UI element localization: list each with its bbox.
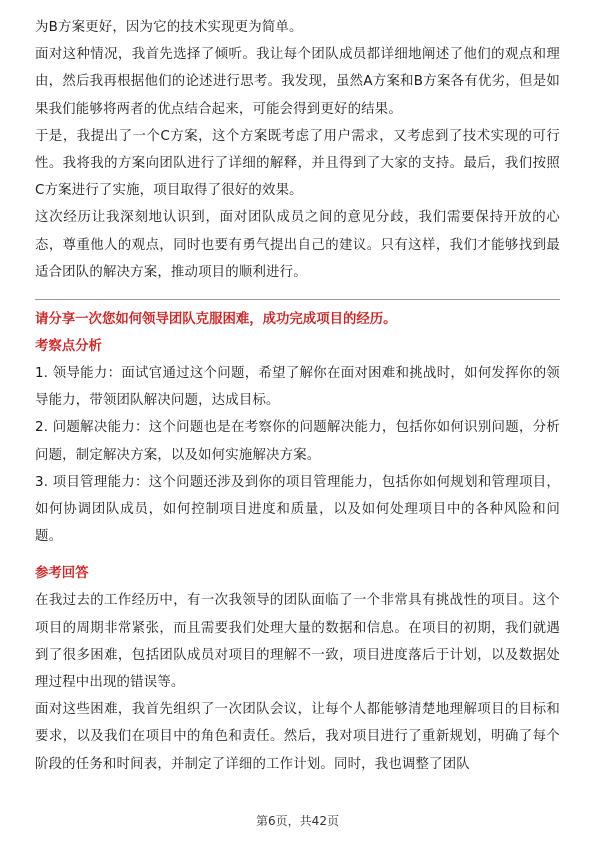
analysis-point: 1. 领导能力：面试官通过这个问题，希望了解你在面对困难和挑战时，如何发挥你的领导能力，带领团队解决问题，达成目标。 — [35, 366, 560, 409]
section-divider — [35, 299, 560, 300]
paragraph: 为B方案更好，因为它的技术实现更为简单。 — [35, 20, 303, 35]
page-footer: 第6页，共42页 — [256, 814, 339, 828]
paragraph: 于是，我提出了一个C方案，这个方案既考虑了用户需求，又考虑到了技术实现的可行性。我将我的方案向团队进行了详细的解释，并且得到了大家的支持。最后，我们按照C方案进行了实施，项目取得了很好的效果。 — [35, 128, 560, 199]
paragraph: 面对这种情况，我首先选择了倾听。我让每个团队成员都详细地阐述了他们的观点和理由，然后我再根据他们的论述进行思考。我发现，虽然A方案和B方案各有优劣，但是如果我们能够将两者的优点结合起来，可能会得到更好的结果。 — [35, 47, 560, 117]
answer-paragraph: 面对这些困难，我首先组织了一次团队会议，让每个人都能够清楚地理解项目的目标和要求，以及我们在项目中的角色和责任。然后，我对项目进行了重新规划，明确了每个阶段的任务和时间表，并制定了详细的工作计划。同时，我也调整了团队 — [35, 702, 560, 772]
analysis-heading: 考察点分析 — [35, 339, 102, 355]
answer-heading: 参考回答 — [35, 566, 89, 582]
question-title: 请分享一次您如何领导团队克服困难，成功完成项目的经历。 — [35, 312, 397, 328]
answer-paragraph: 在我过去的工作经历中，有一次我领导的团队面临了一个非常具有挑战性的项目。这个项目的周期非常紧张，而且需要我们处理大量的数据和信息。在项目的初期，我们就遇到了很多困难，包括团队成员对项目的理解不一致，项目进度落后于计划，以及数据处理过程中出现的错误等。 — [35, 593, 560, 691]
paragraph: 这次经历让我深刻地认识到，面对团队成员之间的意见分歧，我们需要保持开放的心态，尊重他人的观点，同时也要有勇气提出自己的建议。只有这样，我们才能够找到最适合团队的解决方案，推动项目的顺利进行。 — [35, 210, 560, 280]
analysis-point: 3. 项目管理能力：这个问题还涉及到你的项目管理能力，包括你如何规划和管理项目，如何协调团队成员，如何控制项目进度和质量，以及如何处理项目中的各种风险和问题。 — [35, 474, 560, 545]
document-page — [35, 14, 560, 778]
analysis-point: 2. 问题解决能力：这个问题也是在考察你的问题解决能力，包括你如何识别问题，分析问题，制定解决方案，以及如何实施解决方案。 — [35, 420, 560, 463]
